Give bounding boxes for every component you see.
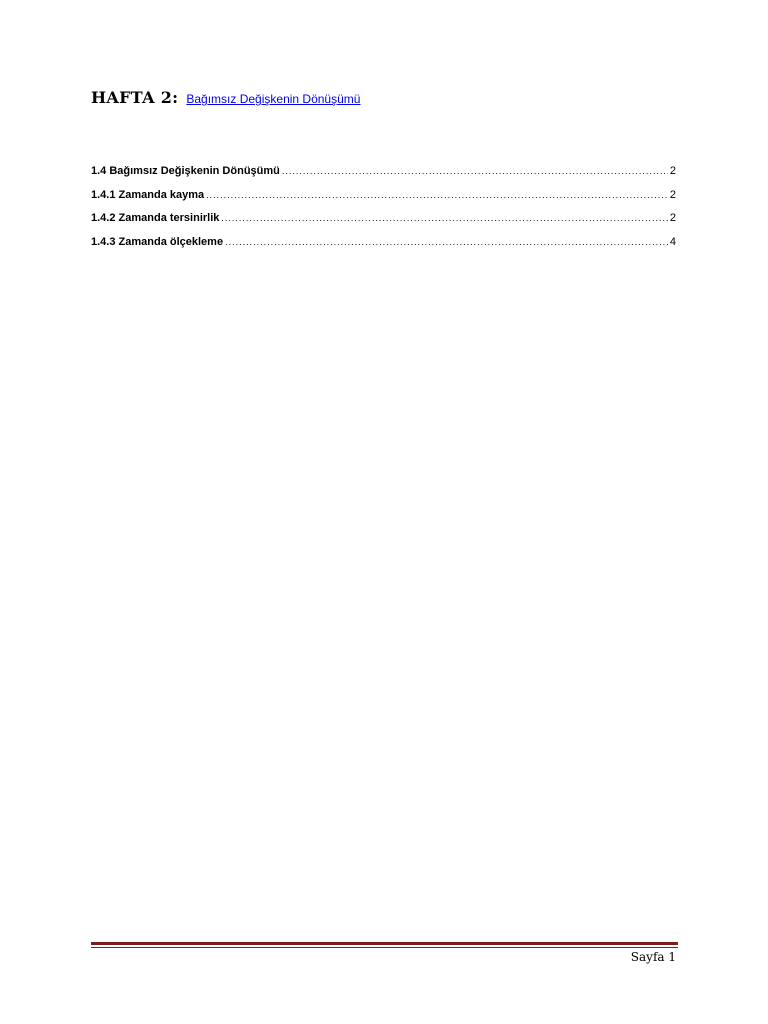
toc-entry-label: 1.4.1 Zamanda kayma xyxy=(91,188,205,201)
toc-entry-page: 2 xyxy=(669,165,676,177)
toc-entry[interactable] xyxy=(91,212,676,236)
toc-dot-leader xyxy=(206,190,668,200)
toc-dot-leader xyxy=(221,213,667,223)
toc-entry-page: 2 xyxy=(669,212,676,224)
footer-rule xyxy=(91,942,678,945)
toc-entry-label: 1.4 Bağımsız Değişkenin Dönüşümü xyxy=(91,165,280,177)
topic-link[interactable]: Bağımsız Değişkenin Dönüşümü xyxy=(186,92,361,106)
toc-entry[interactable] xyxy=(91,189,676,213)
footer-page-number: Sayfa 1 xyxy=(630,950,676,964)
toc-dot-leader xyxy=(225,237,668,247)
toc-entry-label: 1.4.3 Zamanda ölçekleme xyxy=(91,235,224,248)
toc-entry[interactable] xyxy=(91,165,676,189)
footer-rule-thin xyxy=(91,947,678,948)
week-label: HAFTA 2: xyxy=(91,88,179,107)
page-heading xyxy=(91,88,360,108)
toc-entry-page: 4 xyxy=(669,235,676,248)
table-of-contents xyxy=(91,165,676,259)
toc-dot-leader xyxy=(282,166,668,176)
toc-entry-page: 2 xyxy=(669,188,676,201)
toc-entry-label: 1.4.2 Zamanda tersinirlik xyxy=(91,212,220,224)
toc-entry[interactable] xyxy=(91,236,676,260)
